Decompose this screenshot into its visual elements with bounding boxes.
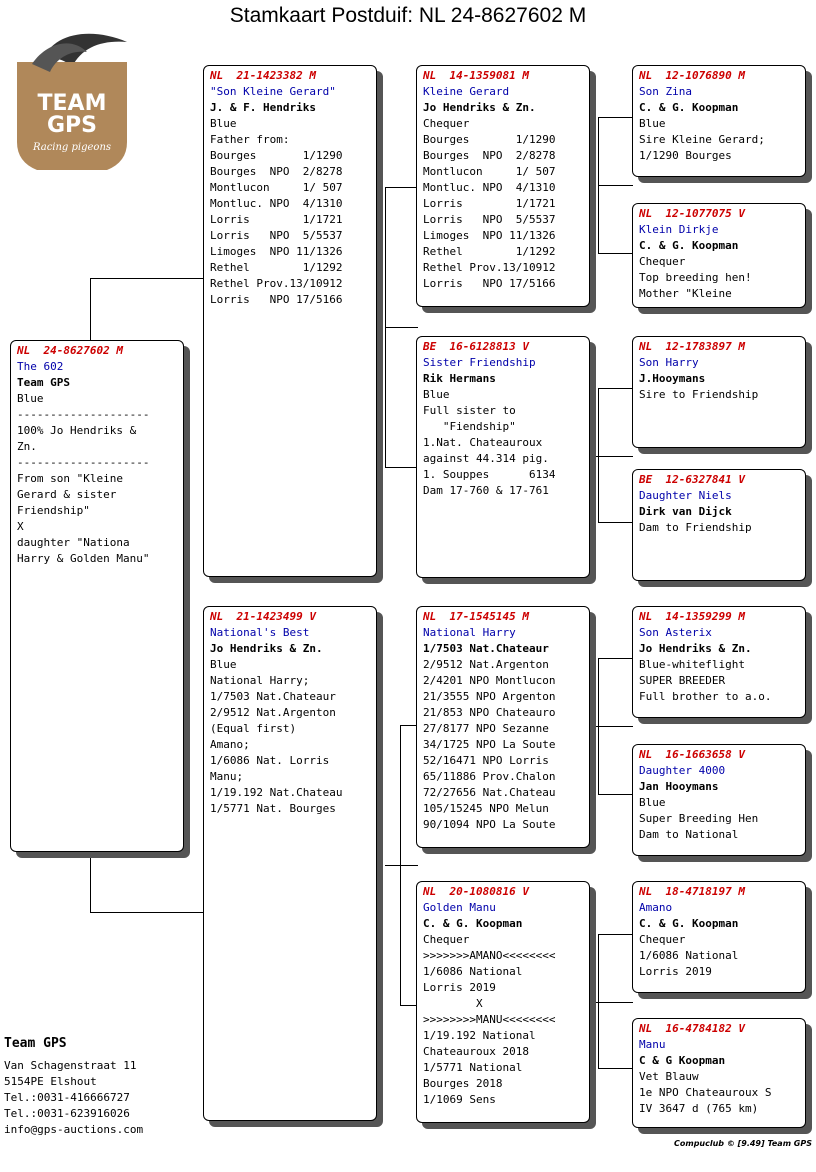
connector	[585, 456, 633, 457]
pigeon-owner: Jan Hooymans	[639, 780, 719, 793]
pigeon-info-line: Vet Blauw	[639, 1070, 699, 1083]
pigeon-info-line: Blue	[210, 117, 237, 130]
pigeon-info-line: 1e NPO Chateauroux S	[639, 1086, 772, 1099]
connector	[598, 934, 633, 935]
pigeon-info-line: 1/7503 Nat.Chateaur	[210, 690, 336, 703]
pigeon-info-line: Blue	[639, 117, 666, 130]
footer-line: Tel.:0031-416666727	[4, 1091, 130, 1104]
connector	[598, 185, 633, 186]
pigeon-owner: C. & G. Koopman	[423, 917, 523, 930]
pigeon-owner: Team GPS	[17, 376, 70, 389]
pigeon-info-line: 34/1725 NPO La Soute	[423, 738, 556, 751]
pigeon-info-line: 90/1094 NPO La Soute	[423, 818, 556, 831]
pigeon-card-fm[interactable]	[416, 336, 590, 578]
pigeon-name: Sister Friendship	[423, 356, 536, 369]
pigeon-info-line: 105/15245 NPO Melun	[423, 802, 549, 815]
pigeon-info-line: Lorris 1/1721	[423, 197, 556, 210]
pigeon-name: Daughter 4000	[639, 764, 726, 777]
pigeon-name: Daughter Niels	[639, 489, 732, 502]
pigeon-info-line: 1/6086 National	[639, 949, 739, 962]
pigeon-card-mf[interactable]	[416, 606, 590, 848]
pigeon-info-line: 21/853 NPO Chateauro	[423, 706, 556, 719]
pigeon-owner: C. & G. Koopman	[639, 101, 739, 114]
pigeon-info-line: Top breeding hen!	[639, 271, 752, 284]
pigeon-info-line: X	[17, 520, 24, 533]
pigeon-card-mff[interactable]	[632, 606, 806, 718]
pigeon-info-line: Lorris NPO 5/5537	[210, 229, 343, 242]
pigeon-name: National's Best	[210, 626, 310, 639]
ring-number: BE 16-6128813 V	[423, 340, 529, 353]
pigeon-info-line: 1. Souppes 6134	[423, 468, 556, 481]
pigeon-info-line: SUPER BREEDER	[639, 674, 726, 687]
pigeon-info-line: Chequer	[639, 933, 686, 946]
ring-number: NL 14-1359081 M	[423, 69, 529, 82]
pigeon-info-line: Bourges NPO 2/8278	[423, 149, 556, 162]
pigeon-name: Son Asterix	[639, 626, 712, 639]
connector	[585, 1002, 633, 1003]
footer-line: Van Schagenstraat 11	[4, 1059, 137, 1072]
svg-text:Racing pigeons: Racing pigeons	[32, 142, 112, 153]
ring-number: NL 12-1076890 M	[639, 69, 745, 82]
pigeon-card-ff[interactable]	[416, 65, 590, 307]
connector	[90, 278, 205, 279]
pigeon-owner: J.Hooymans	[639, 372, 706, 385]
pigeon-info-line: Harry & Golden Manu"	[17, 552, 150, 565]
pigeon-info-line: 2/9512 Nat.Argenton	[423, 658, 549, 671]
pigeon-info-line: 27/8177 NPO Sezanne	[423, 722, 549, 735]
pigeon-card-mmf[interactable]	[632, 881, 806, 993]
pigeon-info-line: 1/1069 Sens	[423, 1093, 496, 1106]
pigeon-card-mother[interactable]	[203, 606, 377, 1121]
pigeon-name: Amano	[639, 901, 673, 914]
pigeon-info-line: Montluc. NPO 4/1310	[210, 197, 343, 210]
connector	[385, 865, 418, 866]
connector	[385, 467, 418, 468]
connector	[598, 794, 633, 795]
pigeon-info-line: Sire to Friendship	[639, 388, 759, 401]
connector	[598, 117, 633, 118]
connector	[598, 658, 633, 659]
pigeon-info-line: Zn.	[17, 440, 37, 453]
pigeon-info-line: --------------------	[17, 408, 150, 421]
footer-line: 5154PE Elshout	[4, 1075, 97, 1088]
pigeon-info-line: Limoges NPO 11/1326	[210, 245, 343, 258]
pigeon-info-line: Dam 17-760 & 17-761	[423, 484, 549, 497]
pigeon-name: National Harry	[423, 626, 516, 639]
pigeon-info-line: 1/19.192 Nat.Chateau	[210, 786, 343, 799]
pigeon-info-line: 1/5771 Nat. Bourges	[210, 802, 336, 815]
pigeon-info-line: Lorris NPO 17/5166	[210, 293, 343, 306]
pigeon-info-line: Chequer	[639, 255, 686, 268]
pigeon-card-mmm[interactable]	[632, 1018, 806, 1128]
connector	[585, 726, 633, 727]
footer-email[interactable]: info@gps-auctions.com	[4, 1123, 144, 1136]
pigeon-info-line: Blue	[17, 392, 44, 405]
pigeon-info-line: IV 3647 d (765 km)	[639, 1102, 759, 1115]
pigeon-info-line: Rethel 1/1292	[210, 261, 343, 274]
pigeon-info-line: Full brother to a.o.	[639, 690, 772, 703]
pigeon-info-line: Lorris 2019	[639, 965, 712, 978]
pigeon-owner: 1/7503 Nat.Chateaur	[423, 642, 549, 655]
pigeon-info-line: "Fiendship"	[423, 420, 516, 433]
svg-text:GPS: GPS	[46, 113, 98, 138]
ring-number: NL 20-1080816 V	[423, 885, 529, 898]
pigeon-owner: Jo Hendriks & Zn.	[639, 642, 752, 655]
connector	[90, 278, 91, 341]
pigeon-owner: J. & F. Hendriks	[210, 101, 316, 114]
pigeon-info-line: Chequer	[423, 117, 470, 130]
pigeon-info-line: >>>>>>>>MANU<<<<<<<<	[423, 1013, 556, 1026]
connector	[598, 522, 633, 523]
pigeon-name: The 602	[17, 360, 64, 373]
pigeon-owner: C & G Koopman	[639, 1054, 726, 1067]
pigeon-name: Klein Dirkje	[639, 223, 719, 236]
pigeon-info-line: Bourges 1/1290	[210, 149, 343, 162]
ring-number: NL 24-8627602 M	[17, 344, 123, 357]
pigeon-info-line: Super Breeding Hen	[639, 812, 759, 825]
pigeon-info-line: Montluc. NPO 4/1310	[423, 181, 556, 194]
footer-company: Team GPS	[4, 1036, 67, 1051]
ring-number: NL 12-1783897 M	[639, 340, 745, 353]
pigeon-info-line: Rethel 1/1292	[423, 245, 556, 258]
pigeon-owner: Dirk van Dijck	[639, 505, 732, 518]
svg-text:TEAM: TEAM	[37, 91, 107, 116]
pigeon-info-line: Father from:	[210, 133, 290, 146]
pigeon-card-father[interactable]	[203, 65, 377, 577]
pigeon-card-fmf[interactable]	[632, 336, 806, 448]
pigeon-info-line: Bourges 1/1290	[423, 133, 556, 146]
pigeon-info-line: Mother "Kleine	[639, 287, 732, 300]
page-title: Stamkaart Postduif: NL 24-8627602 M	[229, 4, 587, 27]
pigeon-card-main[interactable]	[10, 340, 184, 852]
pigeon-info-line: Gerard & sister	[17, 488, 117, 501]
pigeon-owner: Jo Hendriks & Zn.	[210, 642, 323, 655]
connector	[90, 852, 91, 912]
pigeon-info-line: 65/11886 Prov.Chalon	[423, 770, 556, 783]
pigeon-info-line: Limoges NPO 11/1326	[423, 229, 556, 242]
pigeon-name: Kleine Gerard	[423, 85, 510, 98]
pigeon-info-line: Montlucon 1/ 507	[210, 181, 343, 194]
pigeon-info-line: Rethel Prov.13/10912	[210, 277, 343, 290]
pigeon-info-line: 1/5771 National	[423, 1061, 523, 1074]
pigeon-card-mm[interactable]	[416, 881, 590, 1123]
pigeon-name: Son Zina	[639, 85, 692, 98]
pigeon-info-line: 1/19.192 National	[423, 1029, 536, 1042]
ring-number: NL 14-1359299 M	[639, 610, 745, 623]
pigeon-info-line: 1.Nat. Chateauroux	[423, 436, 543, 449]
pigeon-info-line: daughter "Nationa	[17, 536, 130, 549]
ring-number: NL 18-4718197 M	[639, 885, 745, 898]
pigeon-name: Manu	[639, 1038, 666, 1051]
pigeon-info-line: Sire Kleine Gerard;	[639, 133, 765, 146]
pigeon-info-line: Blue	[210, 658, 237, 671]
pigeon-info-line: National Harry;	[210, 674, 310, 687]
pigeon-name: Son Harry	[639, 356, 699, 369]
pigeon-info-line: (Equal first)	[210, 722, 297, 735]
ring-number: NL 21-1423382 M	[210, 69, 316, 82]
pigeon-info-line: 1/6086 Nat. Lorris	[210, 754, 330, 767]
connector	[598, 253, 633, 254]
ring-number: NL 16-4784182 V	[639, 1022, 745, 1035]
connector	[385, 327, 418, 328]
pigeon-owner: C. & G. Koopman	[639, 917, 739, 930]
pigeon-info-line: 2/9512 Nat.Argenton	[210, 706, 336, 719]
pigeon-info-line: X	[423, 997, 483, 1010]
connector	[90, 912, 205, 913]
software-credit: Compuclub © [9.49] Team GPS	[674, 1139, 812, 1148]
ring-number: NL 16-1663658 V	[639, 748, 745, 761]
pigeon-info-line: Manu;	[210, 770, 244, 783]
pigeon-info-line: Montlucon 1/ 507	[423, 165, 556, 178]
team-gps-logo	[12, 22, 132, 172]
pigeon-info-line: 1/6086 National	[423, 965, 523, 978]
pigeon-info-line: Dam to National	[639, 828, 739, 841]
pigeon-info-line: >>>>>>>AMANO<<<<<<<<	[423, 949, 556, 962]
pigeon-info-line: --------------------	[17, 456, 150, 469]
pigeon-owner: Rik Hermans	[423, 372, 496, 385]
footer-line: Tel.:0031-623916026	[4, 1107, 130, 1120]
pigeon-info-line: Bourges NPO 2/8278	[210, 165, 343, 178]
pigeon-info-line: Dam to Friendship	[639, 521, 752, 534]
pigeon-card-fff[interactable]	[632, 65, 806, 177]
connector	[385, 187, 418, 188]
connector	[598, 388, 599, 522]
pigeon-card-ffm[interactable]	[632, 203, 806, 308]
pigeon-info-line: Bourges 2018	[423, 1077, 503, 1090]
ring-number: NL 12-1077075 V	[639, 207, 745, 220]
pigeon-info-line: Full sister to	[423, 404, 516, 417]
pigeon-info-line: 2/4201 NPO Montlucon	[423, 674, 556, 687]
pigeon-info-line: Amano;	[210, 738, 250, 751]
pigeon-info-line: 52/16471 NPO Lorris	[423, 754, 549, 767]
pigeon-info-line: against 44.314 pig.	[423, 452, 549, 465]
pigeon-info-line: 72/27656 Nat.Chateau	[423, 786, 556, 799]
pigeon-info-line: Chequer	[423, 933, 470, 946]
ring-number: NL 21-1423499 V	[210, 610, 316, 623]
pigeon-card-mfm[interactable]	[632, 744, 806, 856]
connector	[598, 934, 599, 1068]
pigeon-info-line: 1/1290 Bourges	[639, 149, 732, 162]
pigeon-info-line: Blue	[639, 796, 666, 809]
ring-number: NL 17-1545145 M	[423, 610, 529, 623]
pigeon-card-fmm[interactable]	[632, 469, 806, 581]
connector	[598, 1068, 633, 1069]
pigeon-info-line: Friendship"	[17, 504, 90, 517]
pigeon-info-line: Blue	[423, 388, 450, 401]
pigeon-info-line: Rethel Prov.13/10912	[423, 261, 556, 274]
pigeon-info-line: Lorris 1/1721	[210, 213, 343, 226]
pigeon-info-line: From son "Kleine	[17, 472, 123, 485]
pigeon-info-line: 21/3555 NPO Argenton	[423, 690, 556, 703]
pigeon-info-line: Chateauroux 2018	[423, 1045, 529, 1058]
pigeon-owner: C. & G. Koopman	[639, 239, 739, 252]
footer-address	[4, 1036, 143, 1138]
pigeon-info-line: Lorris 2019	[423, 981, 496, 994]
pigeon-name: Golden Manu	[423, 901, 496, 914]
pigeon-info-line: Lorris NPO 5/5537	[423, 213, 556, 226]
ring-number: BE 12-6327841 V	[639, 473, 745, 486]
connector	[598, 388, 633, 389]
pigeon-info-line: 100% Jo Hendriks &	[17, 424, 137, 437]
pigeon-name: "Son Kleine Gerard"	[210, 85, 336, 98]
pigeon-owner: Jo Hendriks & Zn.	[423, 101, 536, 114]
pigeon-info-line: Blue-whiteflight	[639, 658, 745, 671]
pigeon-info-line: Lorris NPO 17/5166	[423, 277, 556, 290]
